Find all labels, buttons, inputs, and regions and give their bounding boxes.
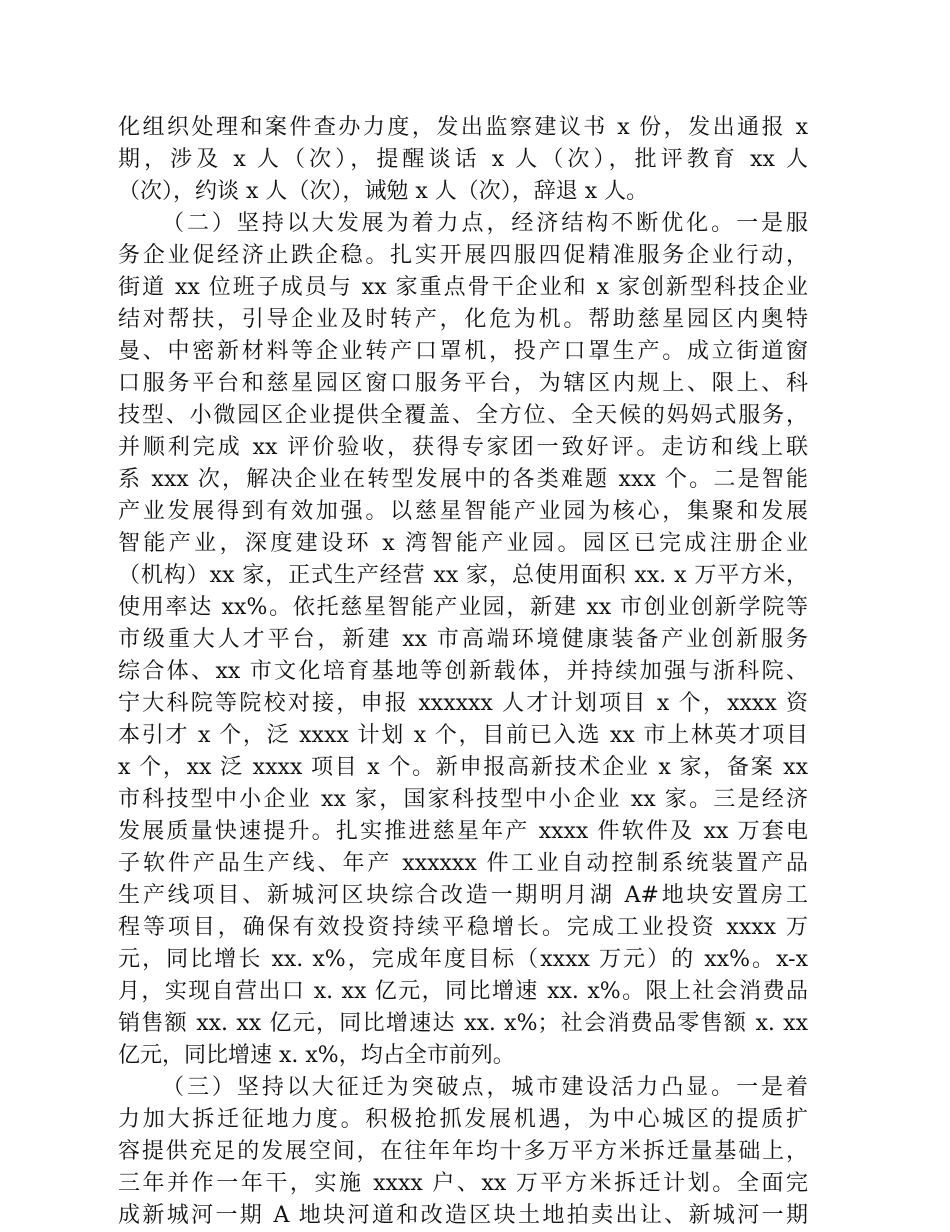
text-line: 发展质量快速提升。扎实推进慈星年产 xxxx 件软件及 xx 万套电 [118, 819, 808, 844]
text-line: 程等项目，确保有效投资持续平稳增长。完成工业投资 xxxx 万 [118, 915, 808, 940]
text-line: 使用率达 xx%。依托慈星智能产业园，新建 xx 市创业创新学院等 [118, 595, 808, 620]
text-line: 生产线项目、新城河区块综合改造一期明月湖 A#地块安置房工 [118, 883, 808, 908]
text-line: 期，涉及 x 人（次），提醒谈话 x 人（次），批评教育 xx 人 [118, 147, 808, 172]
text-line: 子软件产品生产线、年产 xxxxxx 件工业自动控制系统装置产品 [118, 851, 808, 876]
text-line: 街道 xx 位班子成员与 xx 家重点骨干企业和 x 家创新型科技企业 [118, 275, 808, 300]
text-line: 口服务平台和慈星园区窗口服务平台，为辖区内规上、限上、科 [118, 371, 808, 396]
text-line: 元，同比增长 xx. x%，完成年度目标（xxxx 万元）的 xx%。x-x [118, 947, 808, 972]
text-line: 月，实现自营出口 x. xx 亿元，同比增速 xx. x%。限上社会消费品 [118, 979, 808, 1004]
text-line: 销售额 xx. xx 亿元，同比增速达 xx. x%；社会消费品零售额 x. xx [118, 1011, 808, 1036]
text-line: （二）坚持以大发展为着力点，经济结构不断优化。一是服 [162, 211, 808, 236]
text-line: 曼、中密新材料等企业转产口罩机，投产口罩生产。成立街道窗 [118, 339, 808, 364]
text-line: （三）坚持以大征迁为突破点，城市建设活力凸显。一是着 [162, 1075, 808, 1100]
text-line: 市级重大人才平台，新建 xx 市高端环境健康装备产业创新服务 [118, 627, 808, 652]
text-line: （机构）xx 家，正式生产经营 xx 家，总使用面积 xx. x 万平方米， [118, 563, 808, 588]
paragraph-2 [118, 208, 808, 1072]
paragraph-1 [118, 112, 808, 208]
text-line: 本引才 x 个，泛 xxxx 计划 x 个，目前已入选 xx 市上林英才项目 [118, 723, 808, 748]
text-line: 产业发展得到有效加强。以慈星智能产业园为核心，集聚和发展 [118, 499, 808, 524]
document-body [118, 112, 808, 1232]
text-line: x 个，xx 泛 xxxx 项目 x 个。新申报高新技术企业 x 家，备案 xx [118, 755, 808, 780]
text-line: 系 xxx 次，解决企业在转型发展中的各类难题 xxx 个。二是智能 [118, 467, 808, 492]
paragraph-3 [118, 1072, 808, 1232]
text-line: 技型、小微园区企业提供全覆盖、全方位、全天候的妈妈式服务， [118, 403, 808, 428]
text-line: 宁大科院等院校对接，申报 xxxxxx 人才计划项目 x 个，xxxx 资 [118, 691, 808, 716]
text-line: 智能产业，深度建设环 x 湾智能产业园。园区已完成注册企业 [118, 531, 808, 556]
text-line: 容提供充足的发展空间，在往年年均十多万平方米拆迁量基础上， [118, 1139, 808, 1164]
text-line: （次），约谈 x 人（次），诫勉 x 人（次），辞退 x 人。 [118, 179, 649, 204]
text-line: 并顺利完成 xx 评价验收，获得专家团一致好评。走访和线上联 [118, 435, 808, 460]
text-line: 亿元，同比增速 x. x%，均占全市前列。 [118, 1043, 515, 1068]
text-line: 化组织处理和案件查办力度，发出监察建议书 x 份，发出通报 x [118, 115, 808, 140]
text-line: 力加大拆迁征地力度。积极抢抓发展机遇，为中心城区的提质扩 [118, 1107, 808, 1132]
text-line: 务企业促经济止跌企稳。扎实开展四服四促精准服务企业行动， [118, 243, 808, 268]
text-line: 市科技型中小企业 xx 家，国家科技型中小企业 xx 家。三是经济 [118, 787, 808, 812]
text-line: 综合体、xx 市文化培育基地等创新载体，并持续加强与浙科院、 [118, 659, 808, 684]
text-line: 成新城河一期 A 地块河道和改造区块土地拍卖出让、新城河一期 [118, 1203, 808, 1228]
text-line: 三年并作一年干，实施 xxxx 户、xx 万平方米拆迁计划。全面完 [118, 1171, 808, 1196]
text-line: 结对帮扶，引导企业及时转产，化危为机。帮助慈星园区内奥特 [118, 307, 808, 332]
